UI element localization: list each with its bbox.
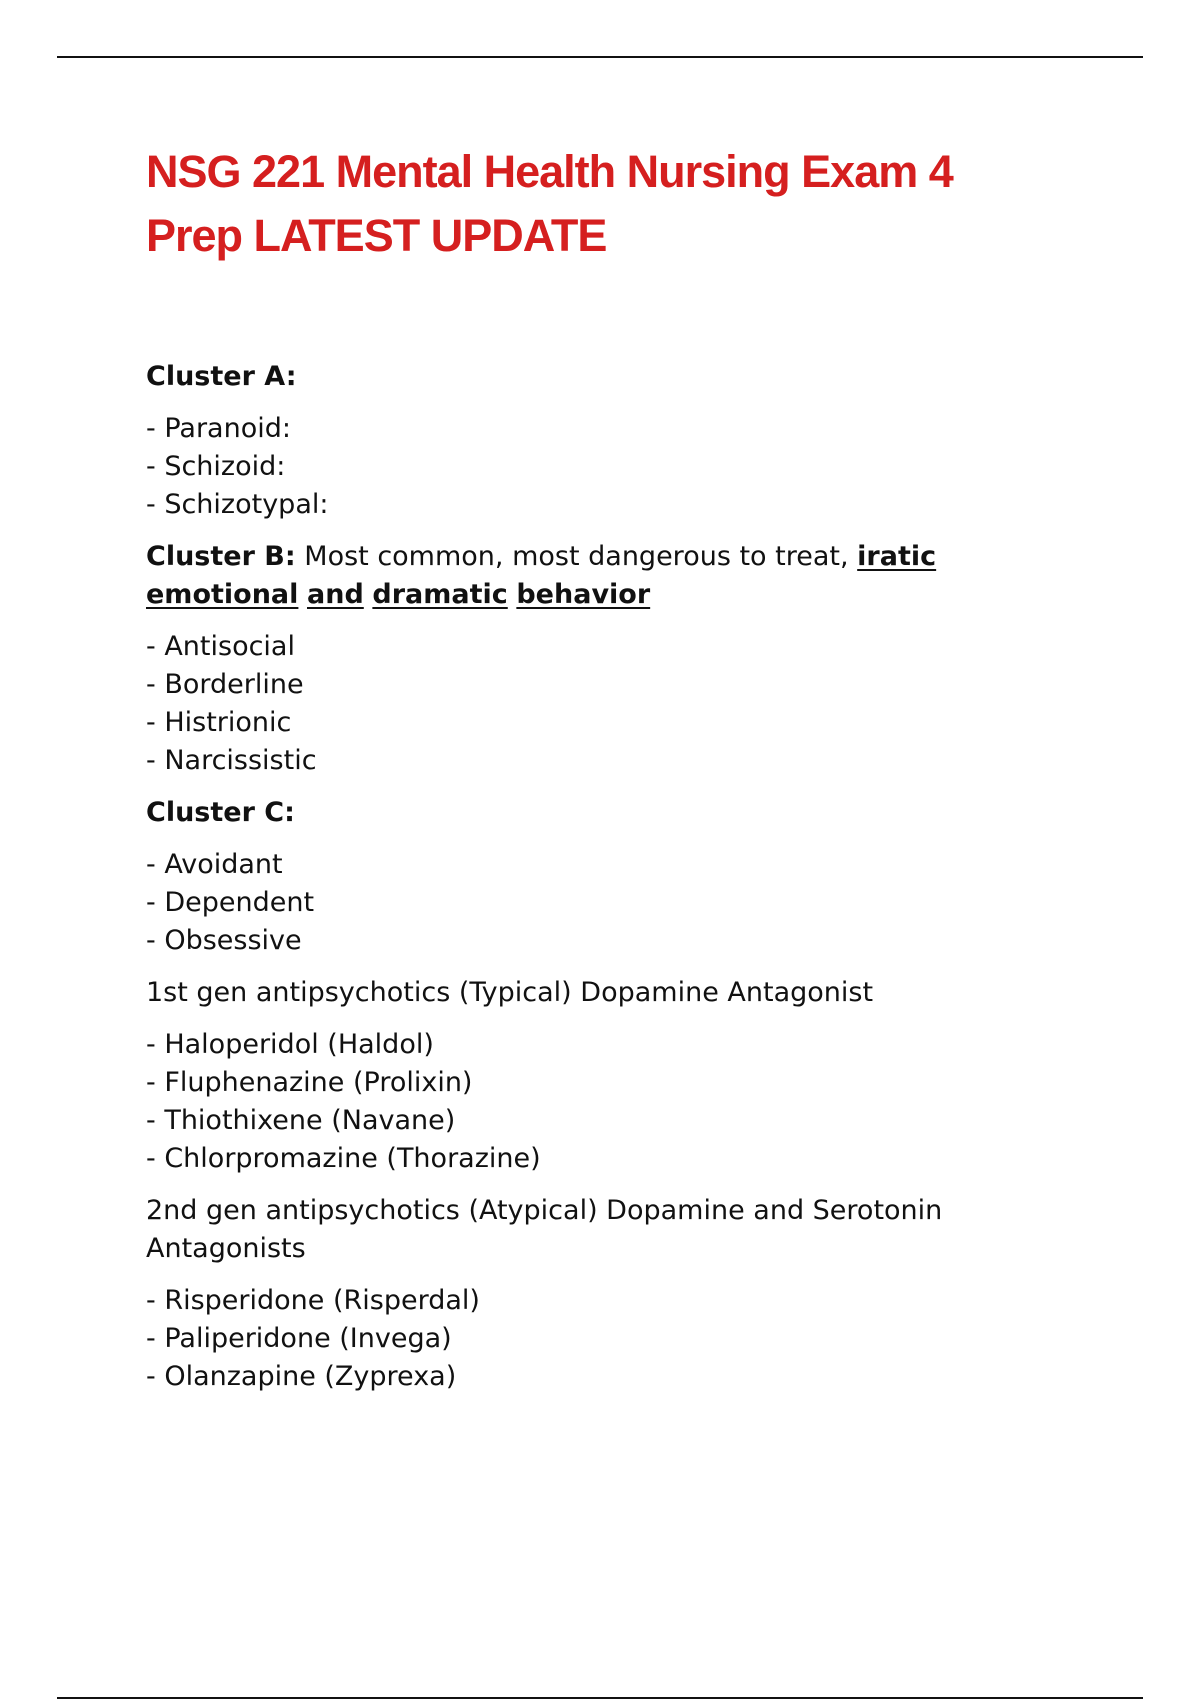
- list-item: - Schizotypal:: [146, 486, 1106, 524]
- document-body: [146, 140, 1106, 1410]
- first-gen-list: [146, 1026, 1106, 1178]
- emphasis-word: emotional: [146, 579, 299, 610]
- emphasis-word: behavior: [516, 579, 651, 610]
- list-item: - Thiothixene (Navane): [146, 1102, 1106, 1140]
- cluster-b-description: Most common, most dangerous to treat,: [295, 541, 858, 572]
- second-gen-heading-line-1: 2nd gen antipsychotics (Atypical) Dopamine and Serotonin: [146, 1195, 943, 1226]
- list-item: - Antisocial: [146, 628, 1106, 666]
- emphasis-word: dramatic: [372, 579, 508, 610]
- list-item: - Borderline: [146, 666, 1106, 704]
- list-item: - Paliperidone (Invega): [146, 1320, 1106, 1358]
- bottom-rule: [57, 1697, 1143, 1699]
- title-line-2: Prep LATEST UPDATE: [146, 210, 607, 261]
- document-title: [146, 140, 1106, 268]
- emphasis-word: and: [307, 579, 364, 610]
- second-gen-heading: [146, 1192, 1106, 1268]
- list-item: - Paranoid:: [146, 410, 1106, 448]
- cluster-c-heading: Cluster C:: [146, 797, 295, 828]
- list-item: - Dependent: [146, 884, 1106, 922]
- list-item: - Histrionic: [146, 704, 1106, 742]
- cluster-a-list: [146, 410, 1106, 524]
- second-gen-heading-line-2: Antagonists: [146, 1233, 306, 1264]
- top-rule: [57, 56, 1143, 58]
- cluster-c-list: [146, 846, 1106, 960]
- list-item: - Narcissistic: [146, 742, 1106, 780]
- list-item: - Schizoid:: [146, 448, 1106, 486]
- emphasis-word: iratic: [857, 541, 937, 572]
- cluster-a-heading: Cluster A:: [146, 361, 297, 392]
- cluster-b-paragraph: [146, 538, 1106, 614]
- list-item: - Fluphenazine (Prolixin): [146, 1064, 1106, 1102]
- title-line-1: NSG 221 Mental Health Nursing Exam 4: [146, 146, 953, 197]
- first-gen-heading: 1st gen antipsychotics (Typical) Dopamine Antagonist: [146, 977, 874, 1008]
- list-item: - Chlorpromazine (Thorazine): [146, 1140, 1106, 1178]
- list-item: - Haloperidol (Haldol): [146, 1026, 1106, 1064]
- list-item: - Olanzapine (Zyprexa): [146, 1358, 1106, 1396]
- list-item: - Risperidone (Risperdal): [146, 1282, 1106, 1320]
- second-gen-list: [146, 1282, 1106, 1396]
- cluster-b-heading: Cluster B:: [146, 541, 296, 572]
- cluster-b-list: [146, 628, 1106, 780]
- list-item: - Avoidant: [146, 846, 1106, 884]
- list-item: - Obsessive: [146, 922, 1106, 960]
